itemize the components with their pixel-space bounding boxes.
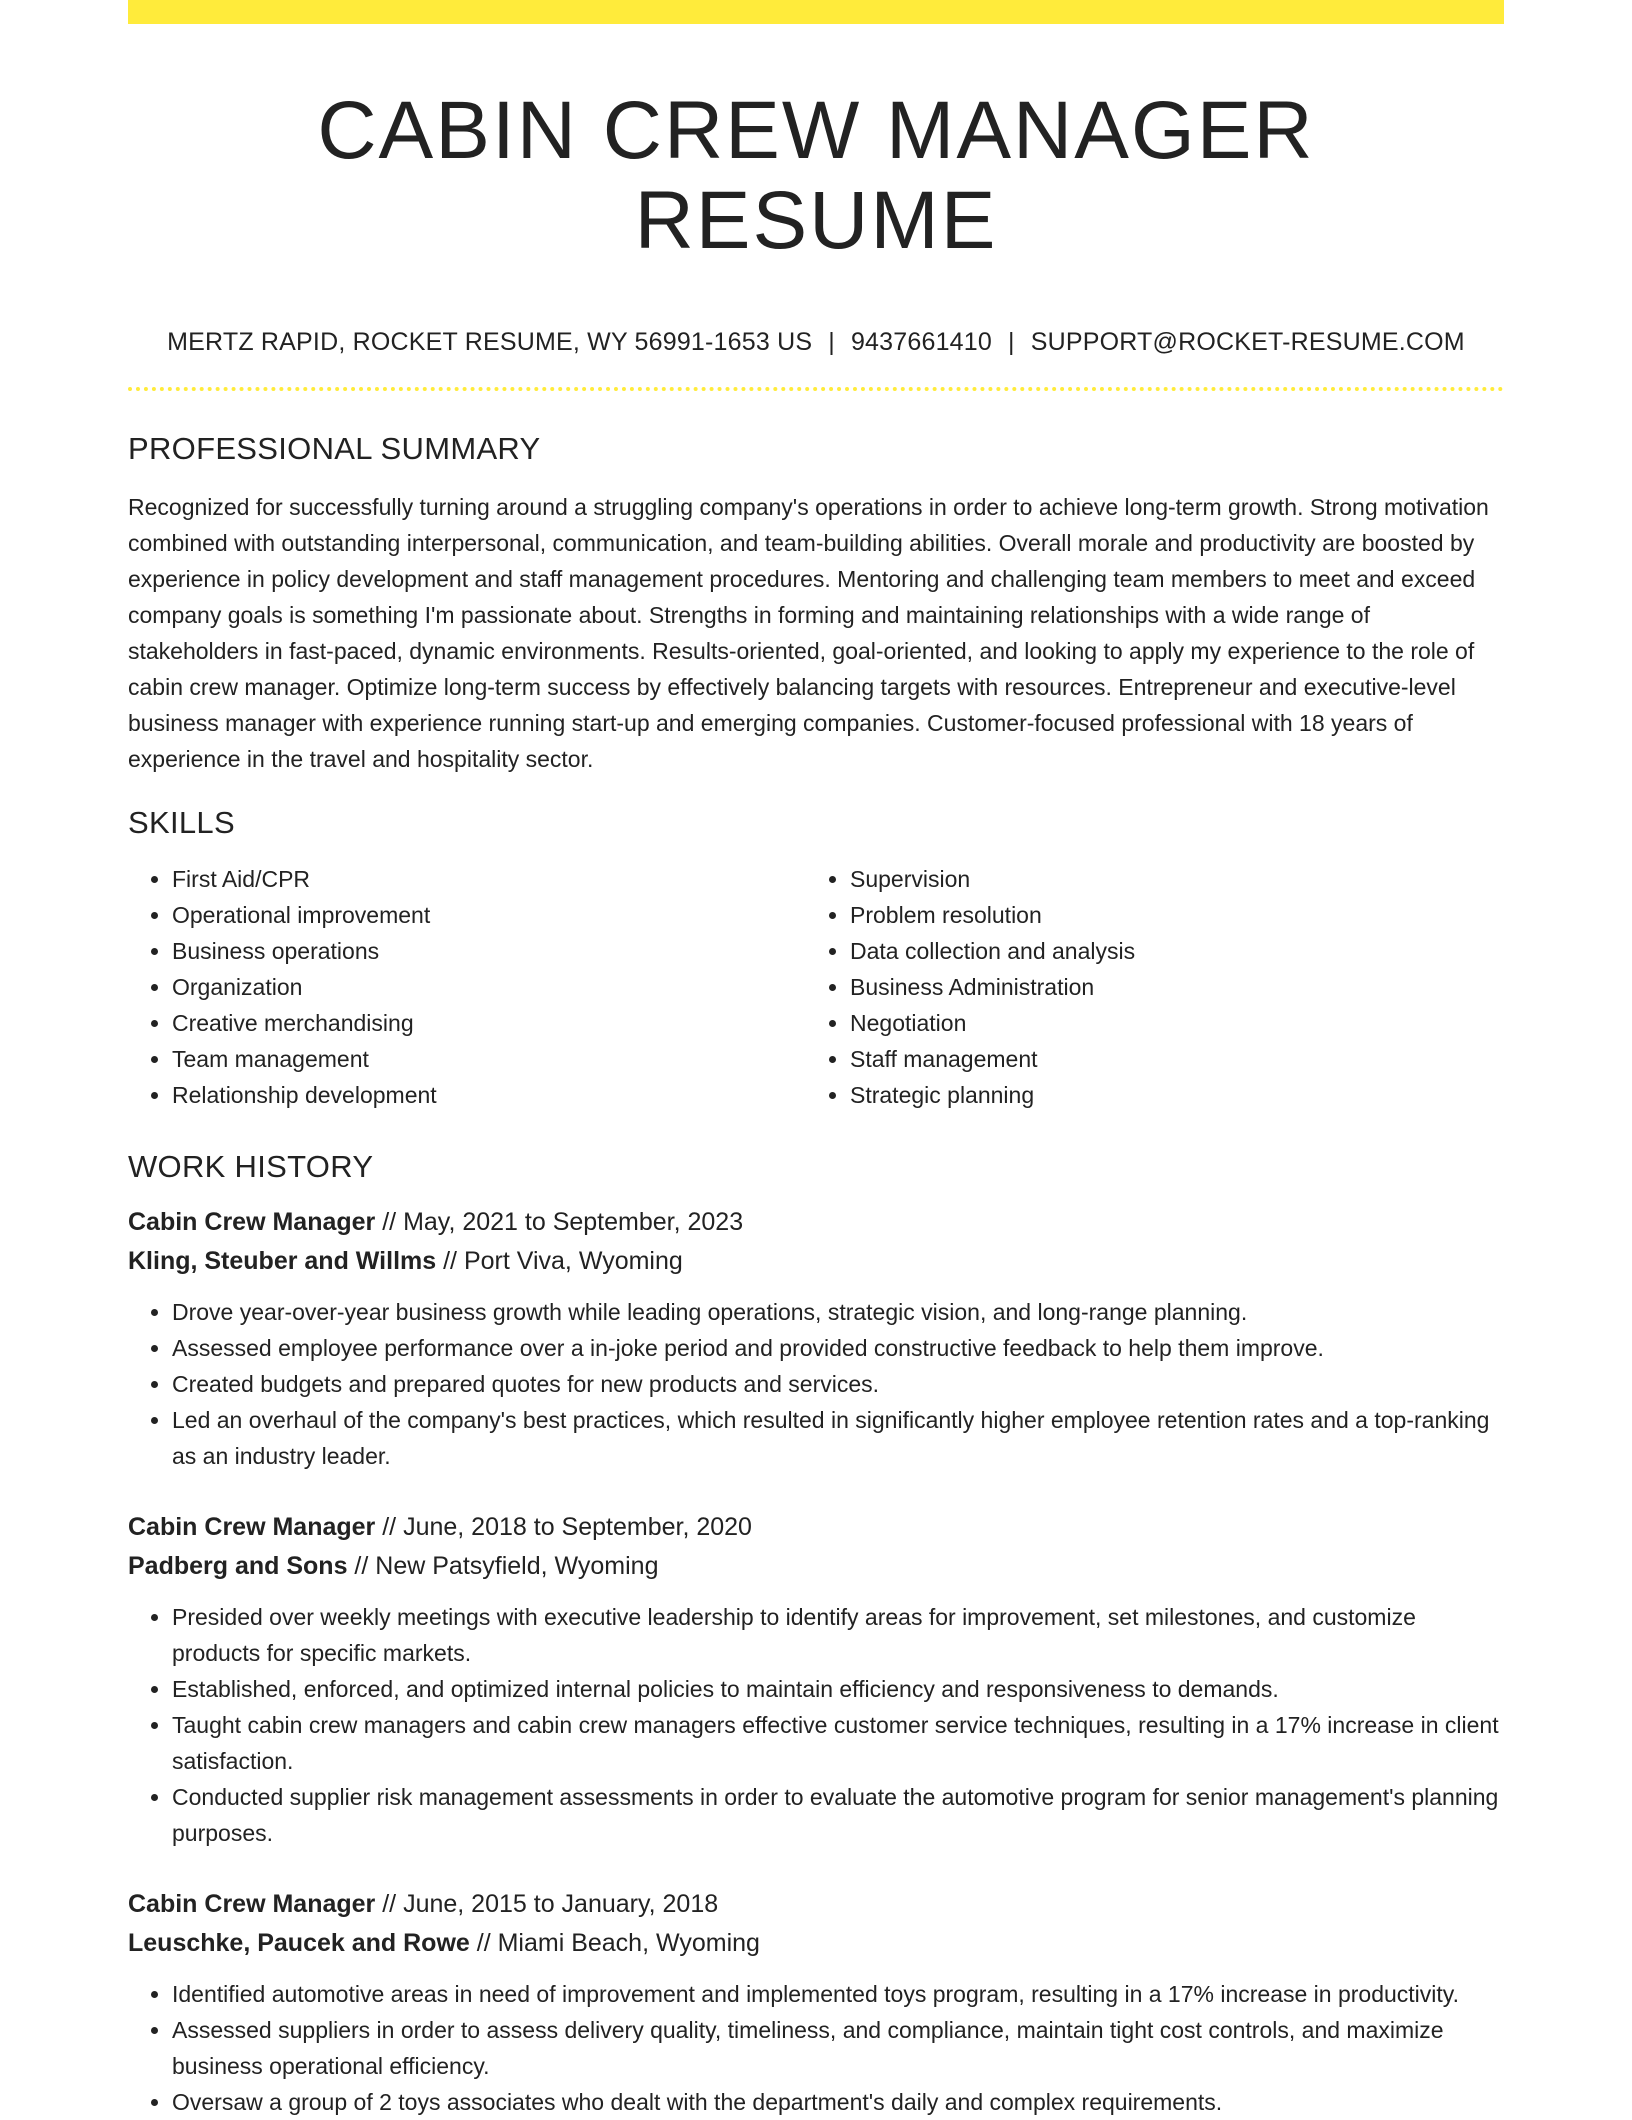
skill-item: • Data collection and analysis bbox=[850, 933, 1484, 969]
job-bullet: • Drove year-over-year business growth while leading operations, strategic vision, and long-range planning. bbox=[172, 1294, 1504, 1330]
job-dates: May, 2021 to September, 2023 bbox=[403, 1208, 744, 1237]
job-dates: June, 2015 to January, 2018 bbox=[403, 1890, 719, 1919]
resume-title: CABIN CREW MANAGER RESUME bbox=[317, 85, 1315, 267]
job-bullet: • Oversaw a group of 2 toys associates who dealt with the department's daily and complex requirements. bbox=[172, 2084, 1504, 2120]
job-role-line bbox=[128, 1508, 1504, 1547]
job-location: New Patsyfield, Wyoming bbox=[375, 1552, 659, 1581]
job-company-line bbox=[128, 1242, 1504, 1281]
job-bullet: • Presided over weekly meetings with executive leadership to identify areas for improvement, set milestones, and customize products for specific markets. bbox=[172, 1599, 1504, 1671]
job-bullet: • Identified automotive areas in need of improvement and implemented toys program, resulting in a 17% increase in productivity. bbox=[172, 1976, 1504, 2012]
job-entry bbox=[128, 1508, 1504, 1851]
address: MERTZ RAPID, ROCKET RESUME, WY 56991-1653 US bbox=[167, 328, 813, 357]
job-role-line bbox=[128, 1203, 1504, 1242]
summary-heading: PROFESSIONAL SUMMARY bbox=[128, 431, 541, 467]
contact-line bbox=[128, 328, 1504, 357]
job-company: Leuschke, Paucek and Rowe bbox=[128, 1929, 470, 1958]
skills-column-left bbox=[128, 861, 806, 1113]
work-history-heading: WORK HISTORY bbox=[128, 1149, 374, 1185]
skill-item: • Team management bbox=[172, 1041, 806, 1077]
skill-item: • Negotiation bbox=[850, 1005, 1484, 1041]
job-role: Cabin Crew Manager bbox=[128, 1890, 376, 1919]
skills-heading: SKILLS bbox=[128, 805, 235, 841]
resume-page bbox=[128, 0, 1504, 2120]
skill-item: • Business Administration bbox=[850, 969, 1484, 1005]
skills-column-right bbox=[806, 861, 1484, 1113]
skill-item: • Problem resolution bbox=[850, 897, 1484, 933]
job-divider: // bbox=[375, 1513, 404, 1542]
skill-item: • Staff management bbox=[850, 1041, 1484, 1077]
job-company-line bbox=[128, 1547, 1504, 1586]
job-divider: // bbox=[347, 1552, 376, 1581]
skill-item: • Business operations bbox=[172, 933, 806, 969]
job-divider: // bbox=[436, 1247, 464, 1276]
job-location: Miami Beach, Wyoming bbox=[497, 1929, 760, 1958]
job-entry bbox=[128, 1885, 1504, 2120]
job-role: Cabin Crew Manager bbox=[128, 1208, 376, 1237]
job-location: Port Viva, Wyoming bbox=[463, 1247, 683, 1276]
skill-item: • Strategic planning bbox=[850, 1077, 1484, 1113]
skill-item: • Relationship development bbox=[172, 1077, 806, 1113]
job-bullet: • Established, enforced, and optimized internal policies to maintain efficiency and responsiveness to demands. bbox=[172, 1671, 1504, 1707]
job-role: Cabin Crew Manager bbox=[128, 1513, 376, 1542]
job-bullet: • Assessed employee performance over a in-joke period and provided constructive feedback to help them improve. bbox=[172, 1330, 1504, 1366]
job-company-line bbox=[128, 1924, 1504, 1963]
job-bullet: • Conducted supplier risk management assessments in order to evaluate the automotive program for senior management's planning purposes. bbox=[172, 1779, 1504, 1851]
dotted-divider bbox=[128, 387, 1504, 391]
job-bullet: • Led an overhaul of the company's best practices, which resulted in significantly higher employee retention rates and a top-ranking as an industry leader. bbox=[172, 1402, 1504, 1474]
job-divider: // bbox=[469, 1929, 498, 1958]
contact-separator: | bbox=[1008, 328, 1015, 357]
job-bullet: • Assessed suppliers in order to assess delivery quality, timeliness, and compliance, maintain tight cost controls, and maximize business operational efficiency. bbox=[172, 2012, 1504, 2084]
job-company: Kling, Steuber and Willms bbox=[128, 1247, 437, 1276]
summary-text: Recognized for successfully turning around a struggling company's operations in order to achieve long-term growth. Strong motivation combined with outstanding interpersonal, communication, and team-building abilities. Overall morale and productivity are boosted by experience in policy development and staff management procedures. Mentoring and challenging team members to meet and exceed company goals is something I'm passionate about. Strengths in forming and maintaining relationships with a wide range of stakeholders in fast-paced, dynamic environments. Results-oriented, goal-oriented, and looking to apply my experience to the role of cabin crew manager. Optimize long-term success by effectively balancing targets with resources. Entrepreneur and executive-level business manager with experience running start-up and emerging companies. Customer-focused professional with 18 years of experience in the travel and hospitality sector. bbox=[128, 494, 1489, 773]
job-bullet: • Taught cabin crew managers and cabin crew managers effective customer service techniques, resulting in a 17% increase in client satisfaction. bbox=[172, 1707, 1504, 1779]
email: SUPPORT@ROCKET-RESUME.COM bbox=[1030, 328, 1465, 357]
job-divider: // bbox=[375, 1890, 404, 1919]
skill-item: • First Aid/CPR bbox=[172, 861, 806, 897]
skill-item: • Organization bbox=[172, 969, 806, 1005]
skill-item: • Creative merchandising bbox=[172, 1005, 806, 1041]
job-role-line bbox=[128, 1885, 1504, 1924]
job-bullet: • Created budgets and prepared quotes for new products and services. bbox=[172, 1366, 1504, 1402]
skills-list bbox=[128, 861, 1504, 1113]
job-entry bbox=[128, 1203, 1504, 1474]
skill-item: • Operational improvement bbox=[172, 897, 806, 933]
contact-separator: | bbox=[828, 328, 835, 357]
job-company: Padberg and Sons bbox=[128, 1552, 348, 1581]
job-bullets bbox=[128, 1976, 1504, 2120]
job-dates: June, 2018 to September, 2020 bbox=[403, 1513, 752, 1542]
phone: 9437661410 bbox=[850, 328, 992, 357]
job-bullets bbox=[128, 1599, 1504, 1851]
top-accent-bar bbox=[128, 0, 1504, 24]
job-divider: // bbox=[375, 1208, 404, 1237]
skill-item: • Supervision bbox=[850, 861, 1484, 897]
job-bullets bbox=[128, 1294, 1504, 1474]
